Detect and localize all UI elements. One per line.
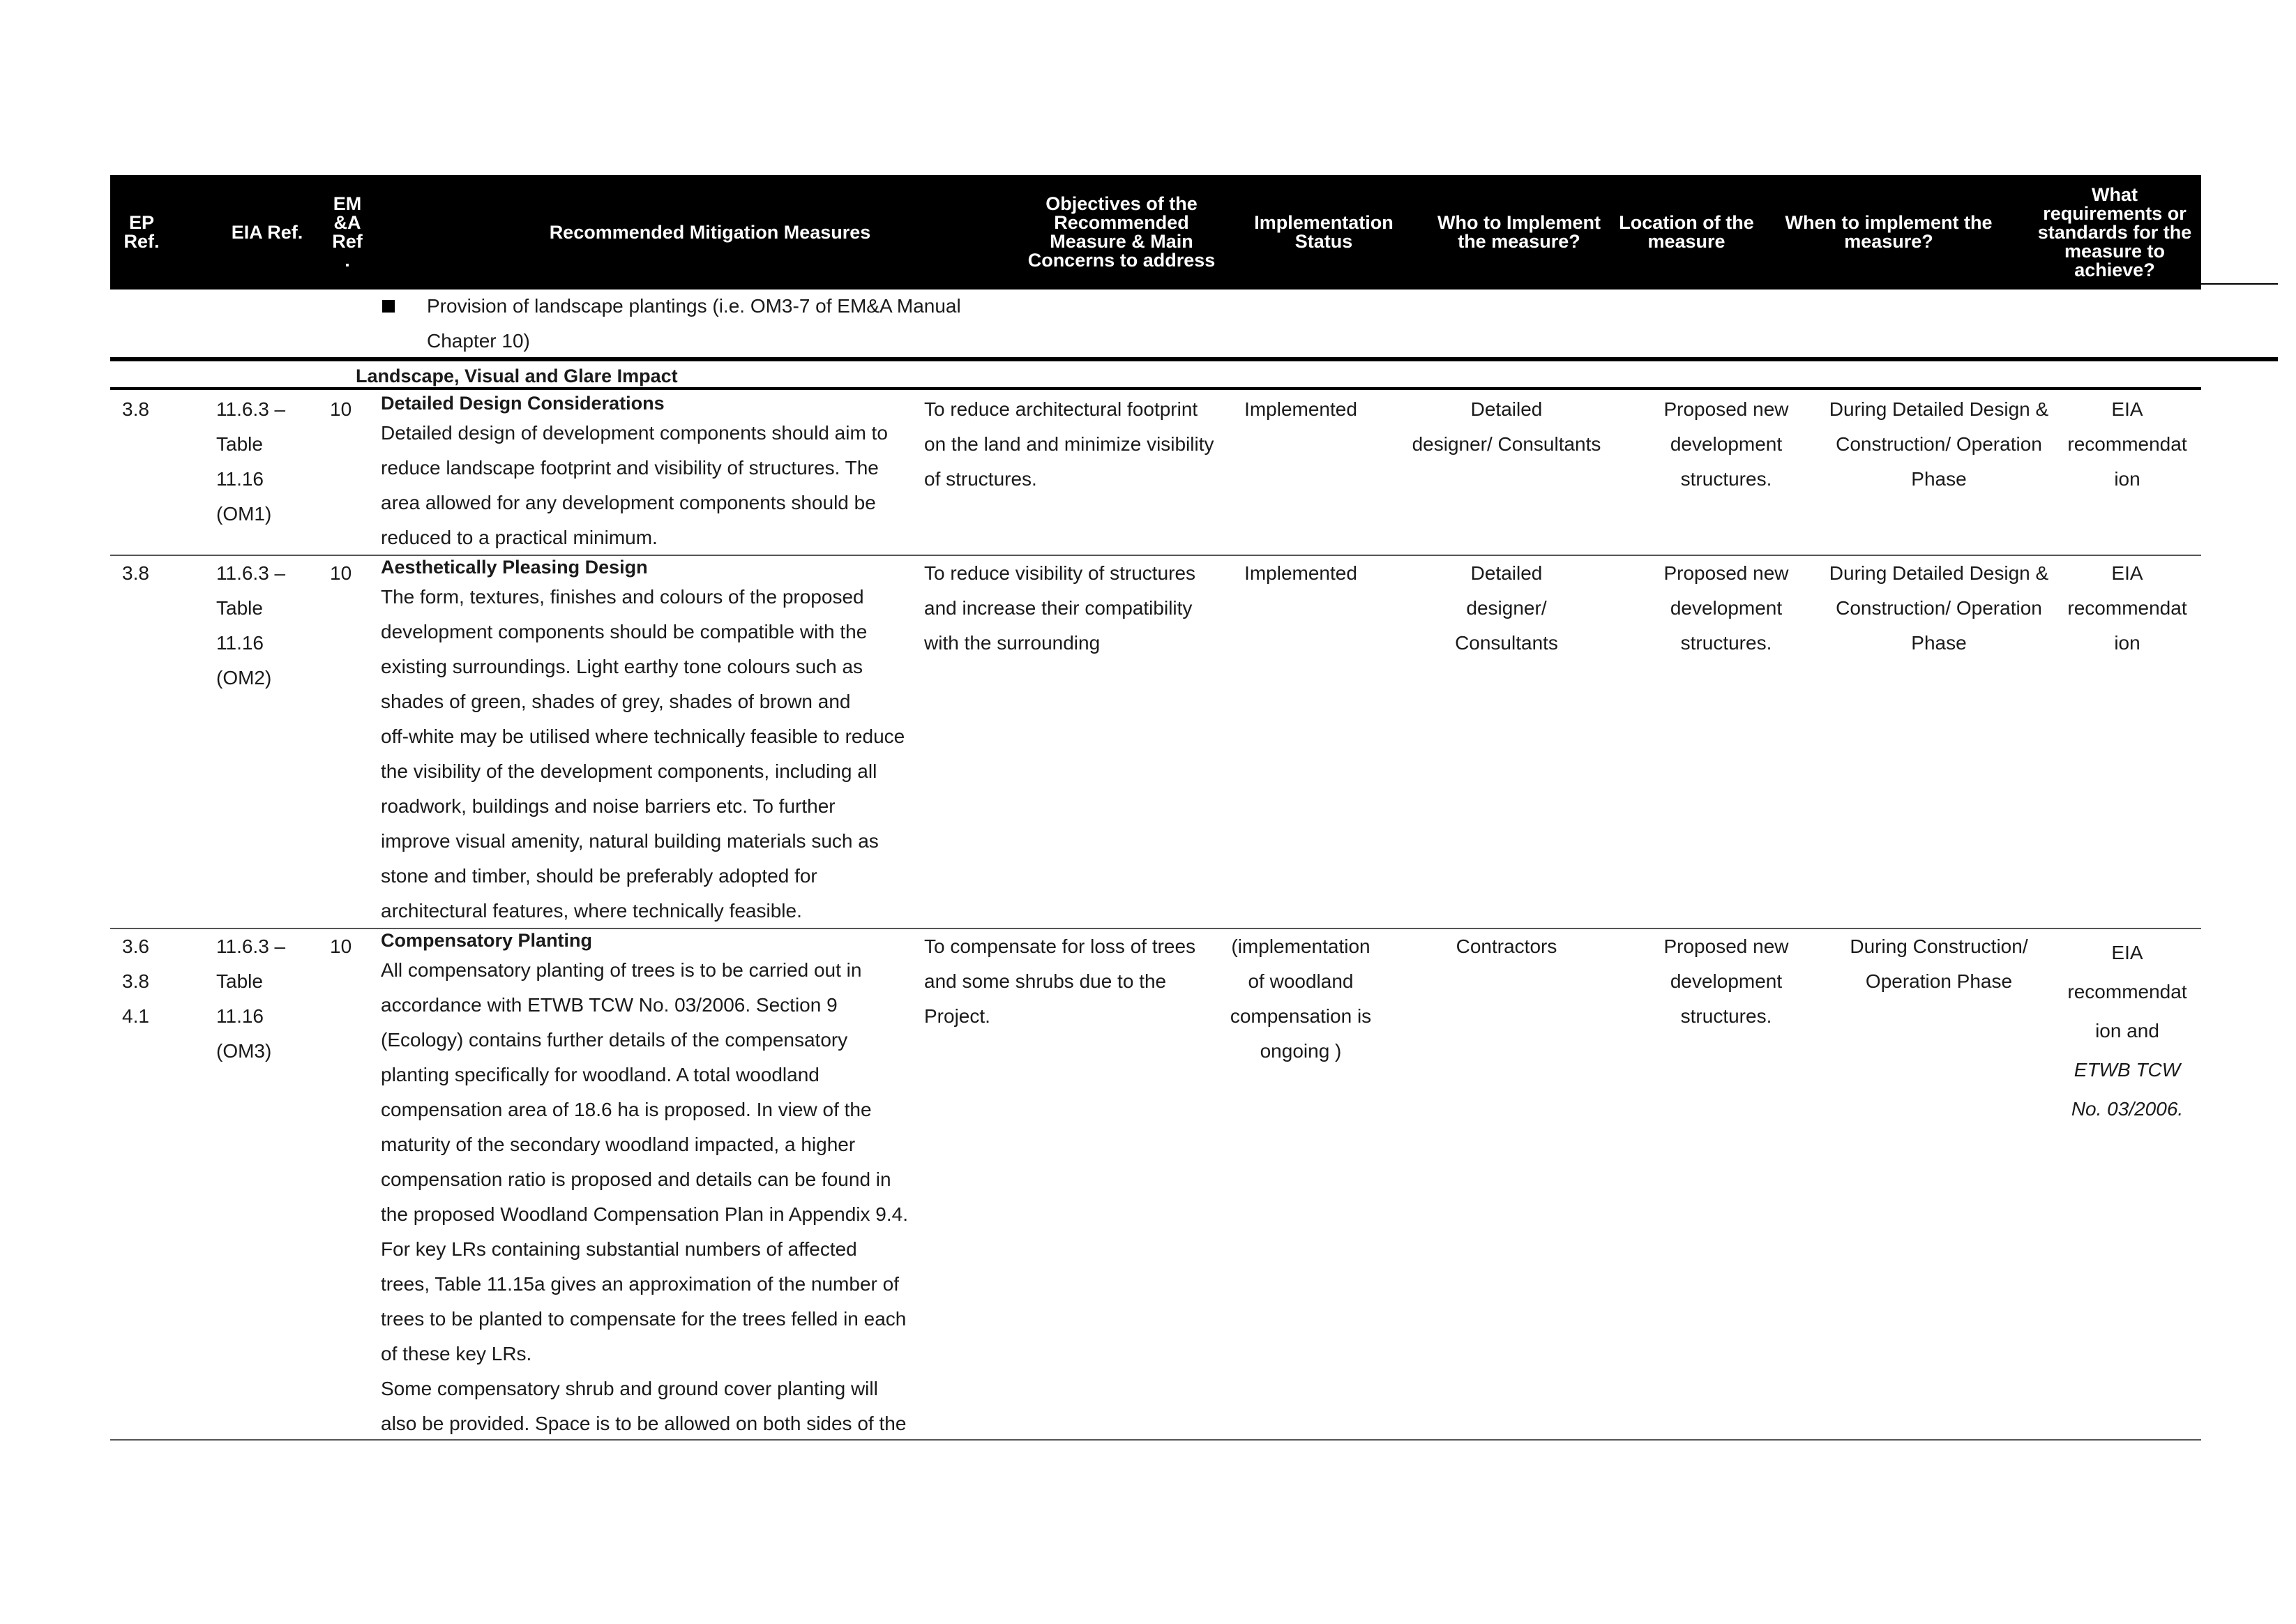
header-measures: Recommended Mitigation Measures [549,221,871,243]
row3-divider [110,1439,2201,1441]
row1-body: Detailed design of development components should aim to reduce landscape footprint and visibility of structures. The area allowed for any development components should be reduced to a practical minimum. [381,422,888,548]
table-header [110,175,2201,290]
row1-objectives: To reduce architectural footprint on the land and minimize visibility of structures. [924,398,1214,490]
row1-eia-ref: 11.6.3 – Table 11.16 (OM1) [216,398,286,525]
header-objectives: Objectives of the Recommended Measure & Main Concerns to address [1027,193,1216,271]
row3-body: All compensatory planting of trees is to be carried out in accordance with ETWB TCW No. 03/2006. Section 9 (Ecology) contains further details of the compensatory planting specifically for woodland. A total woodland compensation area of 18.6 ha is proposed. In view of the maturity of the secondary woodland impacted, a higher compensation ratio is proposed and details can be found in the proposed Woodland Compensation Plan in Appendix 9.4. For key LRs containing substantial numbers of affected trees, Table 11.15a gives an approximation of the number of trees to be planted to compensate for the trees felled in each of these key LRs. Some compensatory shrub and ground cover planting will also be provided. Space is to be allowed on both sides of the [381,959,909,1434]
header-eia-ref: EIA Ref. [231,221,303,243]
header-requirements: What requirements or standards for the measure to achieve? [2037,183,2192,280]
row2-eia-ref: 11.6.3 – Table 11.16 (OM2) [216,562,286,689]
carryover-bullet-text: Provision of landscape plantings (i.e. OM3-7 of EM&A Manual Chapter 10) [427,295,961,352]
row2-ema-ref: 10 [330,562,352,584]
row2-title: Aesthetically Pleasing Design [381,557,648,578]
row1-requirements: EIA recommendat ion [2067,398,2187,490]
row3-requirements-standard: ETWB TCW No. 03/2006. [2071,1059,2184,1120]
row2-when: During Detailed Design & Construction/ Operation Phase [1829,562,2049,654]
row3-title: Compensatory Planting [381,930,593,951]
section-title: Landscape, Visual and Glare Impact [356,366,678,386]
row1-who: Detailed designer/ Consultants [1412,398,1601,455]
header-ep-ref: EP Ref. [123,212,160,252]
header-status: Implementation Status [1254,212,1394,252]
header-location: Location of the measure [1619,212,1754,252]
row3-ema-ref: 10 [330,935,352,957]
row2-body: The form, textures, finishes and colours of the proposed development components should be compatible with the existing surroundings. Light earthy tone colours such as shades of green, shades of grey, shades of brown and off-white may be utilised where technically feasible to reduce the visibility of the development components, including all roadwork, buildings and noise barriers etc. To further improve visual amenity, natural building materials such as stone and timber, should be preferably adopted for architectural features, where technically feasible. [381,586,905,922]
header-when: When to implement the measure? [1785,212,1993,252]
row1-status: Implemented [1244,398,1357,420]
row3-when: During Construction/ Operation Phase [1850,935,2028,992]
row3-eia-ref: 11.6.3 – Table 11.16 (OM3) [216,935,286,1062]
row3-location: Proposed new development structures. [1663,935,1789,1027]
row2-location: Proposed new development structures. [1663,562,1789,654]
row2-requirements: EIA recommendat ion [2067,562,2187,654]
row1-location: Proposed new development structures. [1663,398,1789,490]
header-who: Who to Implement the measure? [1437,212,1601,252]
row3-requirements: EIA recommendat ion and [2067,942,2187,1042]
row3-who: Contractors [1456,935,1557,957]
row3-objectives: To compensate for loss of trees and some shrubs due to the Project. [924,935,1196,1027]
row2-ep-ref: 3.8 [122,562,149,584]
header-extension-rule [2201,283,2278,285]
row1-title: Detailed Design Considerations [381,393,665,414]
row1-ep-ref: 3.8 [122,398,149,420]
row2-status: Implemented [1244,562,1357,584]
section-title-rule [110,387,2201,390]
bullet-marker [382,300,395,313]
row2-objectives: To reduce visibility of structures and increase their compatibility with the surrounding [924,562,1196,654]
header-ema-ref: EM &A Ref . [332,193,363,271]
row3-ep-ref: 3.6 3.8 4.1 [122,935,149,1027]
section-divider [110,357,2278,361]
row1-ema-ref: 10 [330,398,352,420]
row2-who: Detailed designer/ Consultants [1455,562,1558,654]
row3-status: (implementation of woodland compensation is ongoing ) [1230,935,1372,1062]
row1-when: During Detailed Design & Construction/ Operation Phase [1829,398,2049,490]
